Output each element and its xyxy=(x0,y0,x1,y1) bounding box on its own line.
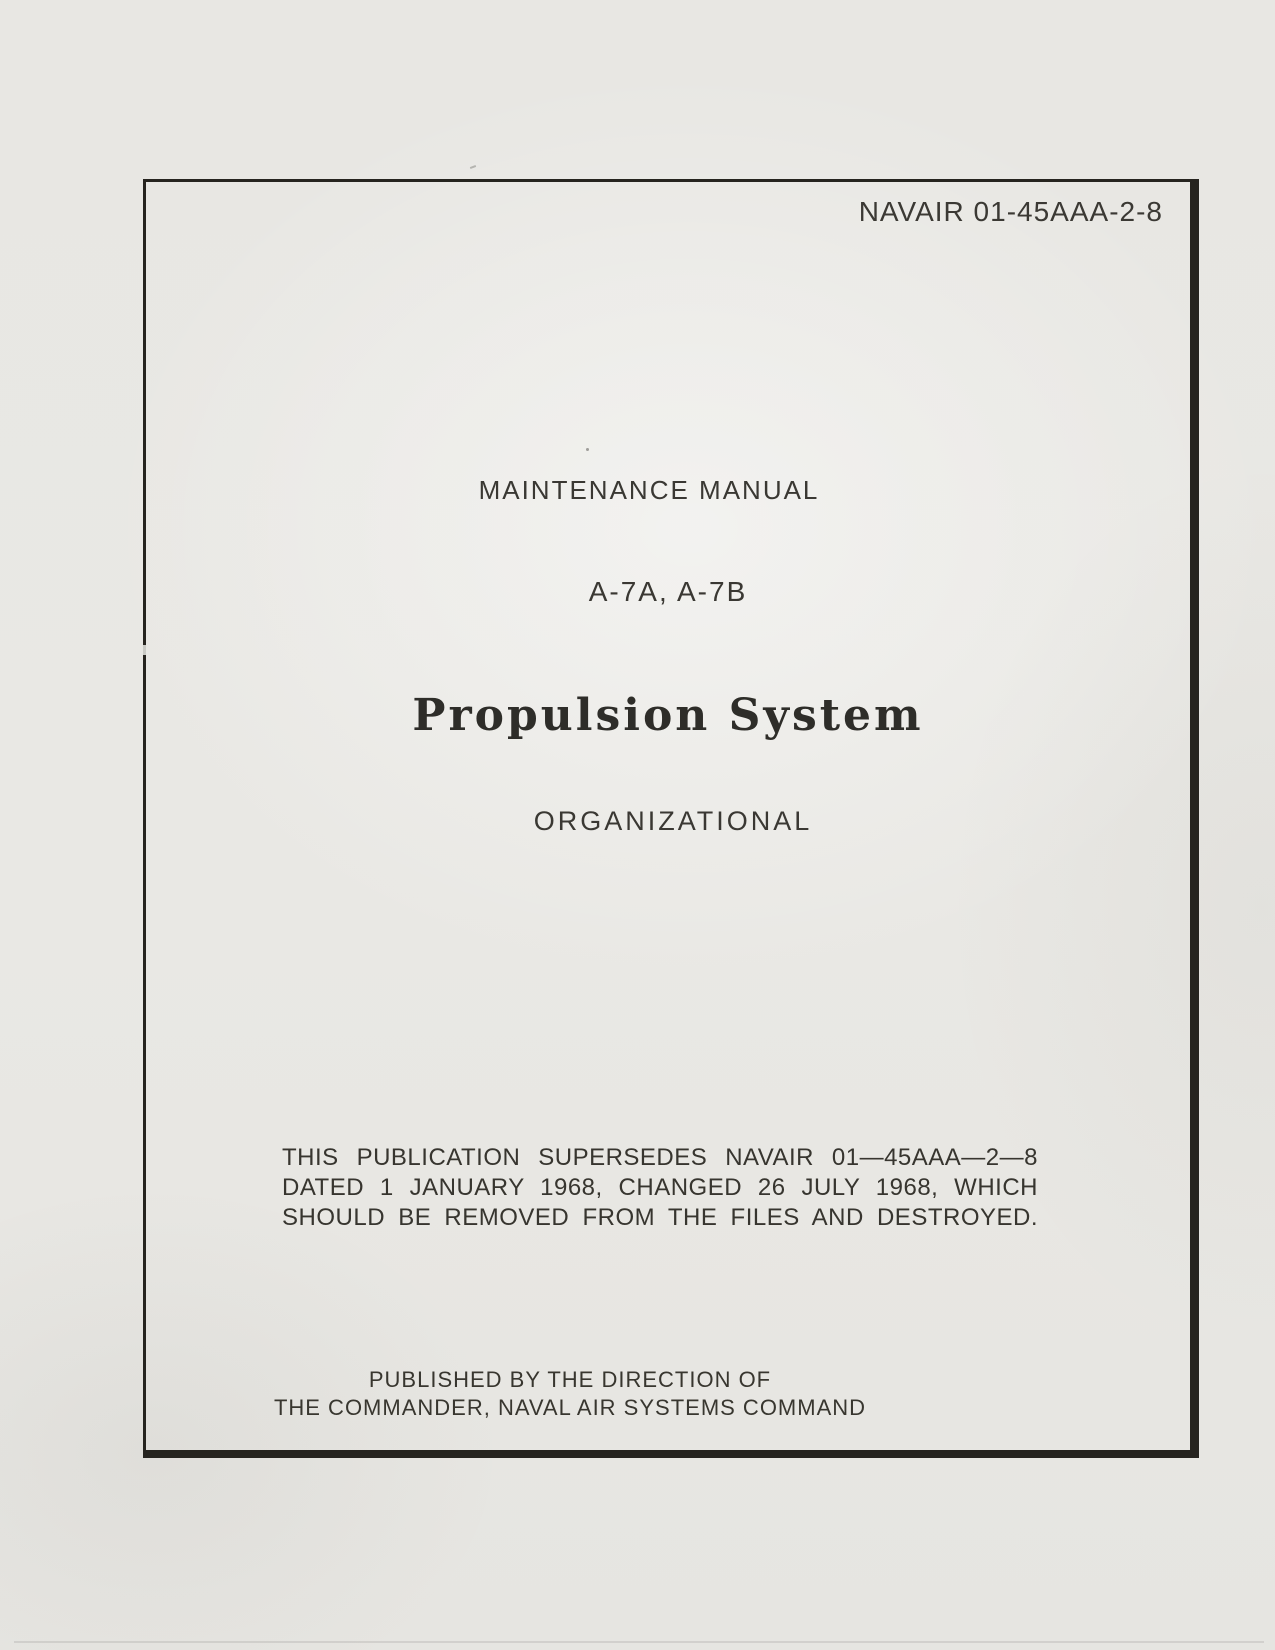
manual-type-heading: MAINTENANCE MANUAL xyxy=(478,475,820,505)
supersession-notice-line: DATED 1 JANUARY 1968, CHANGED 26 JULY 1968, WHICH xyxy=(282,1174,1038,1201)
aircraft-models: A-7A, A-7B xyxy=(588,576,748,607)
scan-speck-artifact xyxy=(470,165,476,169)
manual-title: Propulsion System xyxy=(412,690,924,741)
supersession-notice xyxy=(282,1143,1038,1233)
scan-speck-artifact xyxy=(586,448,589,451)
publisher-statement xyxy=(270,1366,870,1422)
publication-number: NAVAIR 01-45AAA-2-8 xyxy=(858,196,1163,227)
supersession-notice-line: SHOULD BE REMOVED FROM THE FILES AND DESTROYED. xyxy=(282,1204,1038,1231)
scan-bottom-edge-artifact xyxy=(14,1641,1264,1643)
maintenance-level: ORGANIZATIONAL xyxy=(533,806,813,836)
publisher-statement-line: THE COMMANDER, NAVAL AIR SYSTEMS COMMAND xyxy=(273,1395,867,1420)
publisher-statement-line: PUBLISHED BY THE DIRECTION OF xyxy=(368,1367,772,1392)
scan-border-gap-artifact xyxy=(142,645,147,655)
supersession-notice-line: THIS PUBLICATION SUPERSEDES NAVAIR 01—45AAA—2—8 xyxy=(282,1144,1038,1171)
